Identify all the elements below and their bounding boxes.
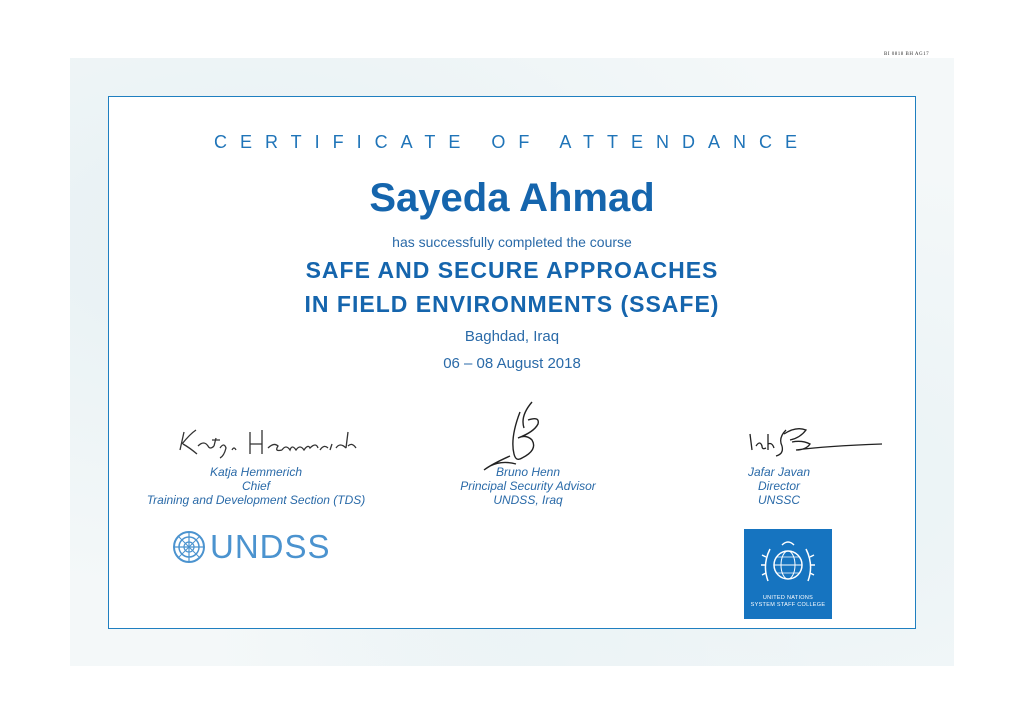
signatory-name: Bruno Henn — [495, 465, 561, 479]
signatory-1 — [138, 465, 374, 507]
signatory-org: UNSSC — [757, 493, 800, 507]
course-dates: 06 – 08 August 2018 — [443, 355, 581, 372]
signatory-3 — [724, 465, 834, 507]
signature-jafar-javan — [746, 420, 886, 460]
signatory-title: Chief — [241, 479, 270, 493]
signature-katja-hemmerich — [170, 420, 360, 462]
completion-text: has successfully completed the course — [392, 234, 632, 250]
course-location: Baghdad, Iraq — [464, 328, 560, 345]
unssc-name-line2: SYSTEM STAFF COLLEGE — [750, 602, 826, 608]
un-emblem-icon — [172, 530, 206, 564]
recipient-name: Sayeda Ahmad — [369, 176, 655, 220]
signatory-title: Principal Security Advisor — [460, 479, 596, 493]
unssc-name-line1: UNITED NATIONS — [762, 595, 814, 601]
signatory-title: Director — [757, 479, 800, 493]
signatory-org: UNDSS, Iraq — [493, 493, 563, 507]
undss-wordmark: UNDSS — [210, 528, 331, 565]
signatory-name: Jafar Javan — [747, 465, 811, 479]
undss-logo — [172, 528, 331, 566]
course-title-line2: IN FIELD ENVIRONMENTS (SSAFE) — [304, 291, 720, 317]
serial-number: BI 0818 BH AG17 — [884, 52, 930, 57]
unssc-emblem-icon — [758, 537, 818, 589]
certificate-title: CERTIFICATE OF ATTENDANCE — [213, 132, 811, 152]
signatory-2 — [440, 465, 616, 507]
course-title-line1: SAFE AND SECURE APPROACHES — [305, 257, 719, 283]
unssc-logo — [744, 529, 832, 619]
signatory-name: Katja Hemmerich — [209, 465, 303, 479]
signatory-org: Training and Development Section (TDS) — [146, 493, 366, 507]
